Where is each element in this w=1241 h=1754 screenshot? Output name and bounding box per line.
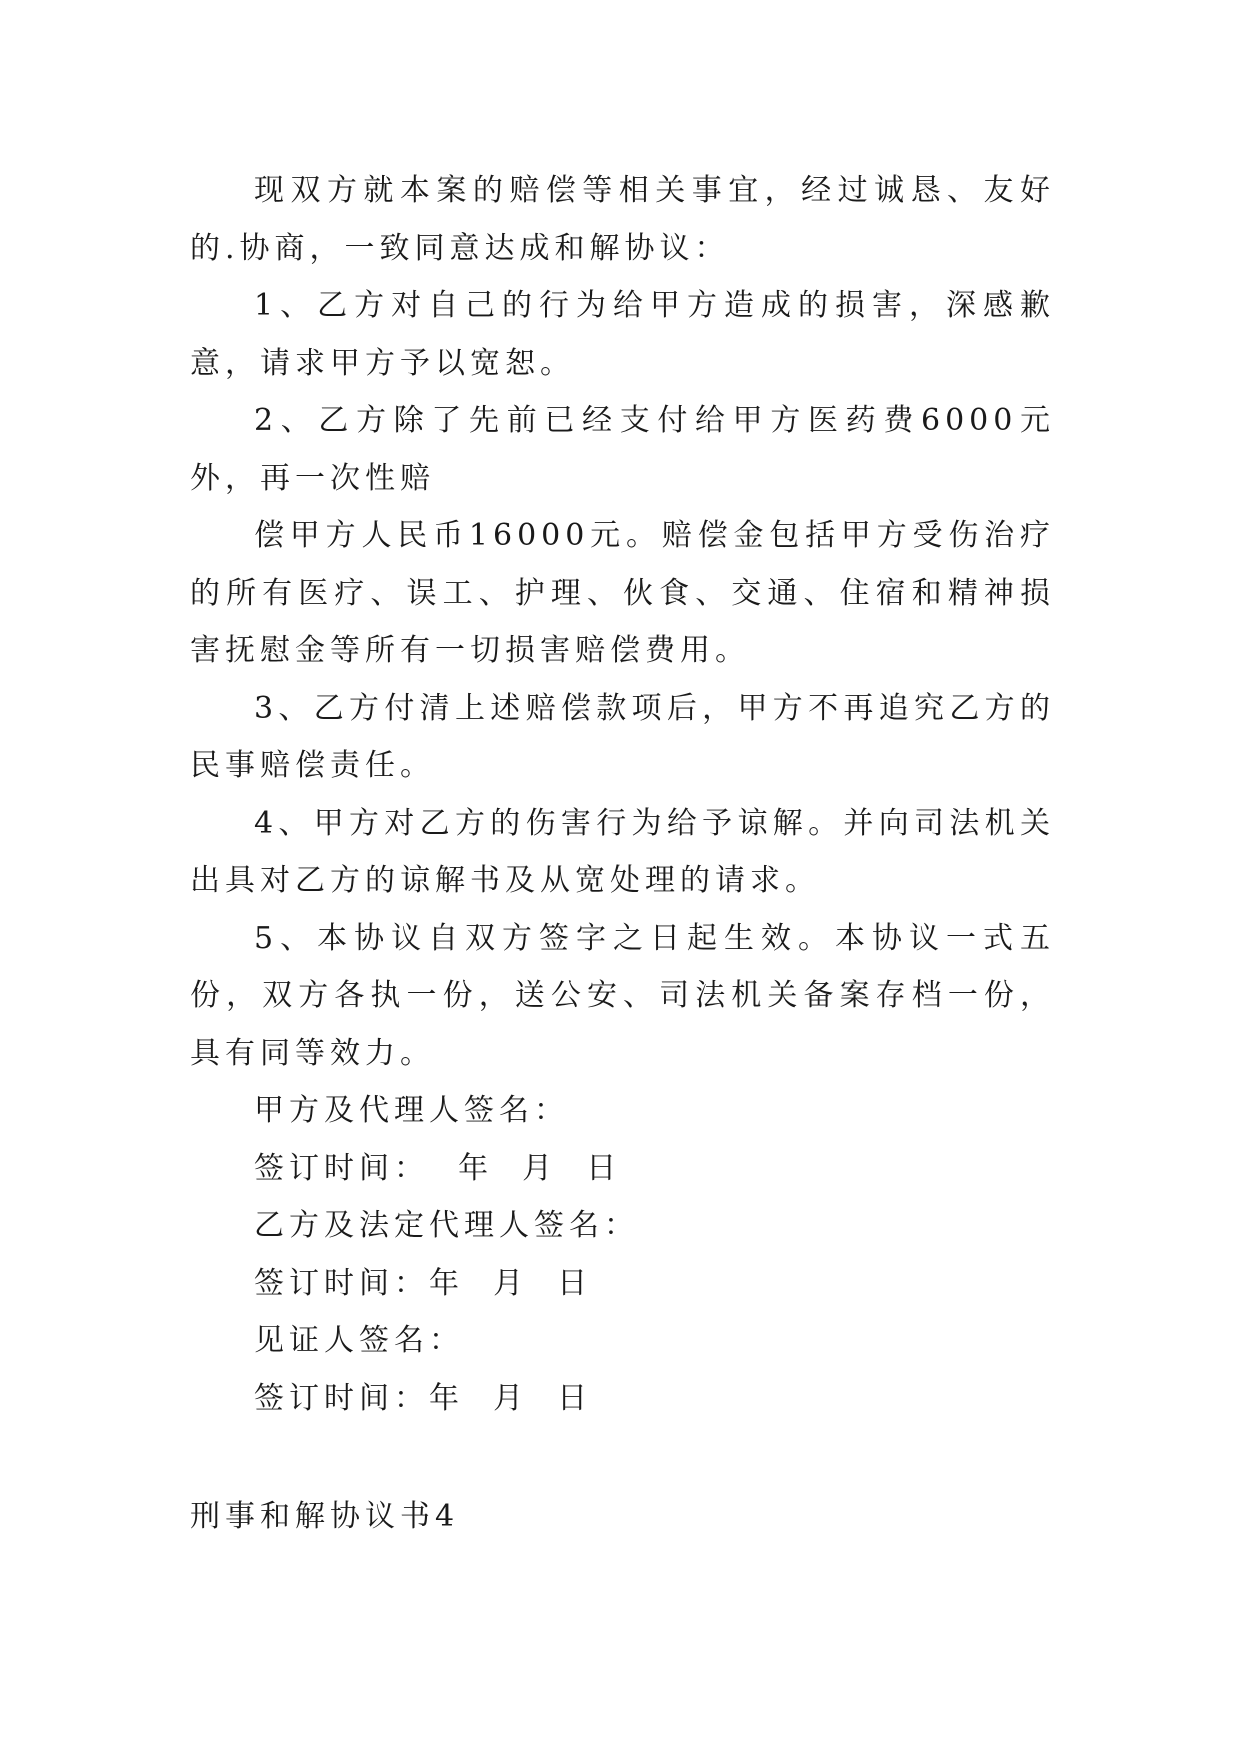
witness-sign-date: 签订时间：年 月 日 [254, 1380, 593, 1416]
party-a-signature-label: 甲方及代理人签名： [254, 1093, 569, 1128]
party-b-signature-label: 乙方及法定代理人签名： [254, 1208, 639, 1243]
paragraph-clause-2: 2、乙方除了先前已经支付给甲方医药费6000元外，再一次性赔 [190, 403, 1055, 496]
document-body [190, 162, 1055, 1427]
paragraph-clause-1: 1、乙方对自己的行为给甲方造成的损害，深感歉意，请求甲方予以宽恕。 [190, 288, 1055, 381]
paragraph-clause-3: 3、乙方付清上述赔偿款项后，甲方不再追究乙方的民事赔偿责任。 [190, 690, 1055, 783]
paragraph-clause-2-continued: 偿甲方人民币16000元。赔偿金包括甲方受伤治疗的所有医疗、误工、护理、伙食、交通、住宿和精神损害抚慰金等所有一切损害赔偿费用。 [190, 518, 1055, 668]
party-a-sign-date: 签订时间： 年 月 日 [254, 1150, 622, 1186]
paragraph-clause-4: 4、甲方对乙方的伤害行为给予谅解。并向司法机关出具对乙方的谅解书及从宽处理的请求。 [190, 805, 1055, 898]
party-b-sign-date: 签订时间：年 月 日 [254, 1265, 593, 1301]
next-document-title: 刑事和解协议书4 [190, 1499, 460, 1534]
paragraph-clause-5: 5、本协议自双方签字之日起生效。本协议一式五份，双方各执一份，送公安、司法机关备案存档一份，具有同等效力。 [190, 920, 1055, 1071]
paragraph-intro: 现双方就本案的赔偿等相关事宜，经过诚恳、友好的.协商，一致同意达成和解协议： [190, 173, 1055, 266]
witness-signature-label: 见证人签名： [254, 1323, 464, 1358]
